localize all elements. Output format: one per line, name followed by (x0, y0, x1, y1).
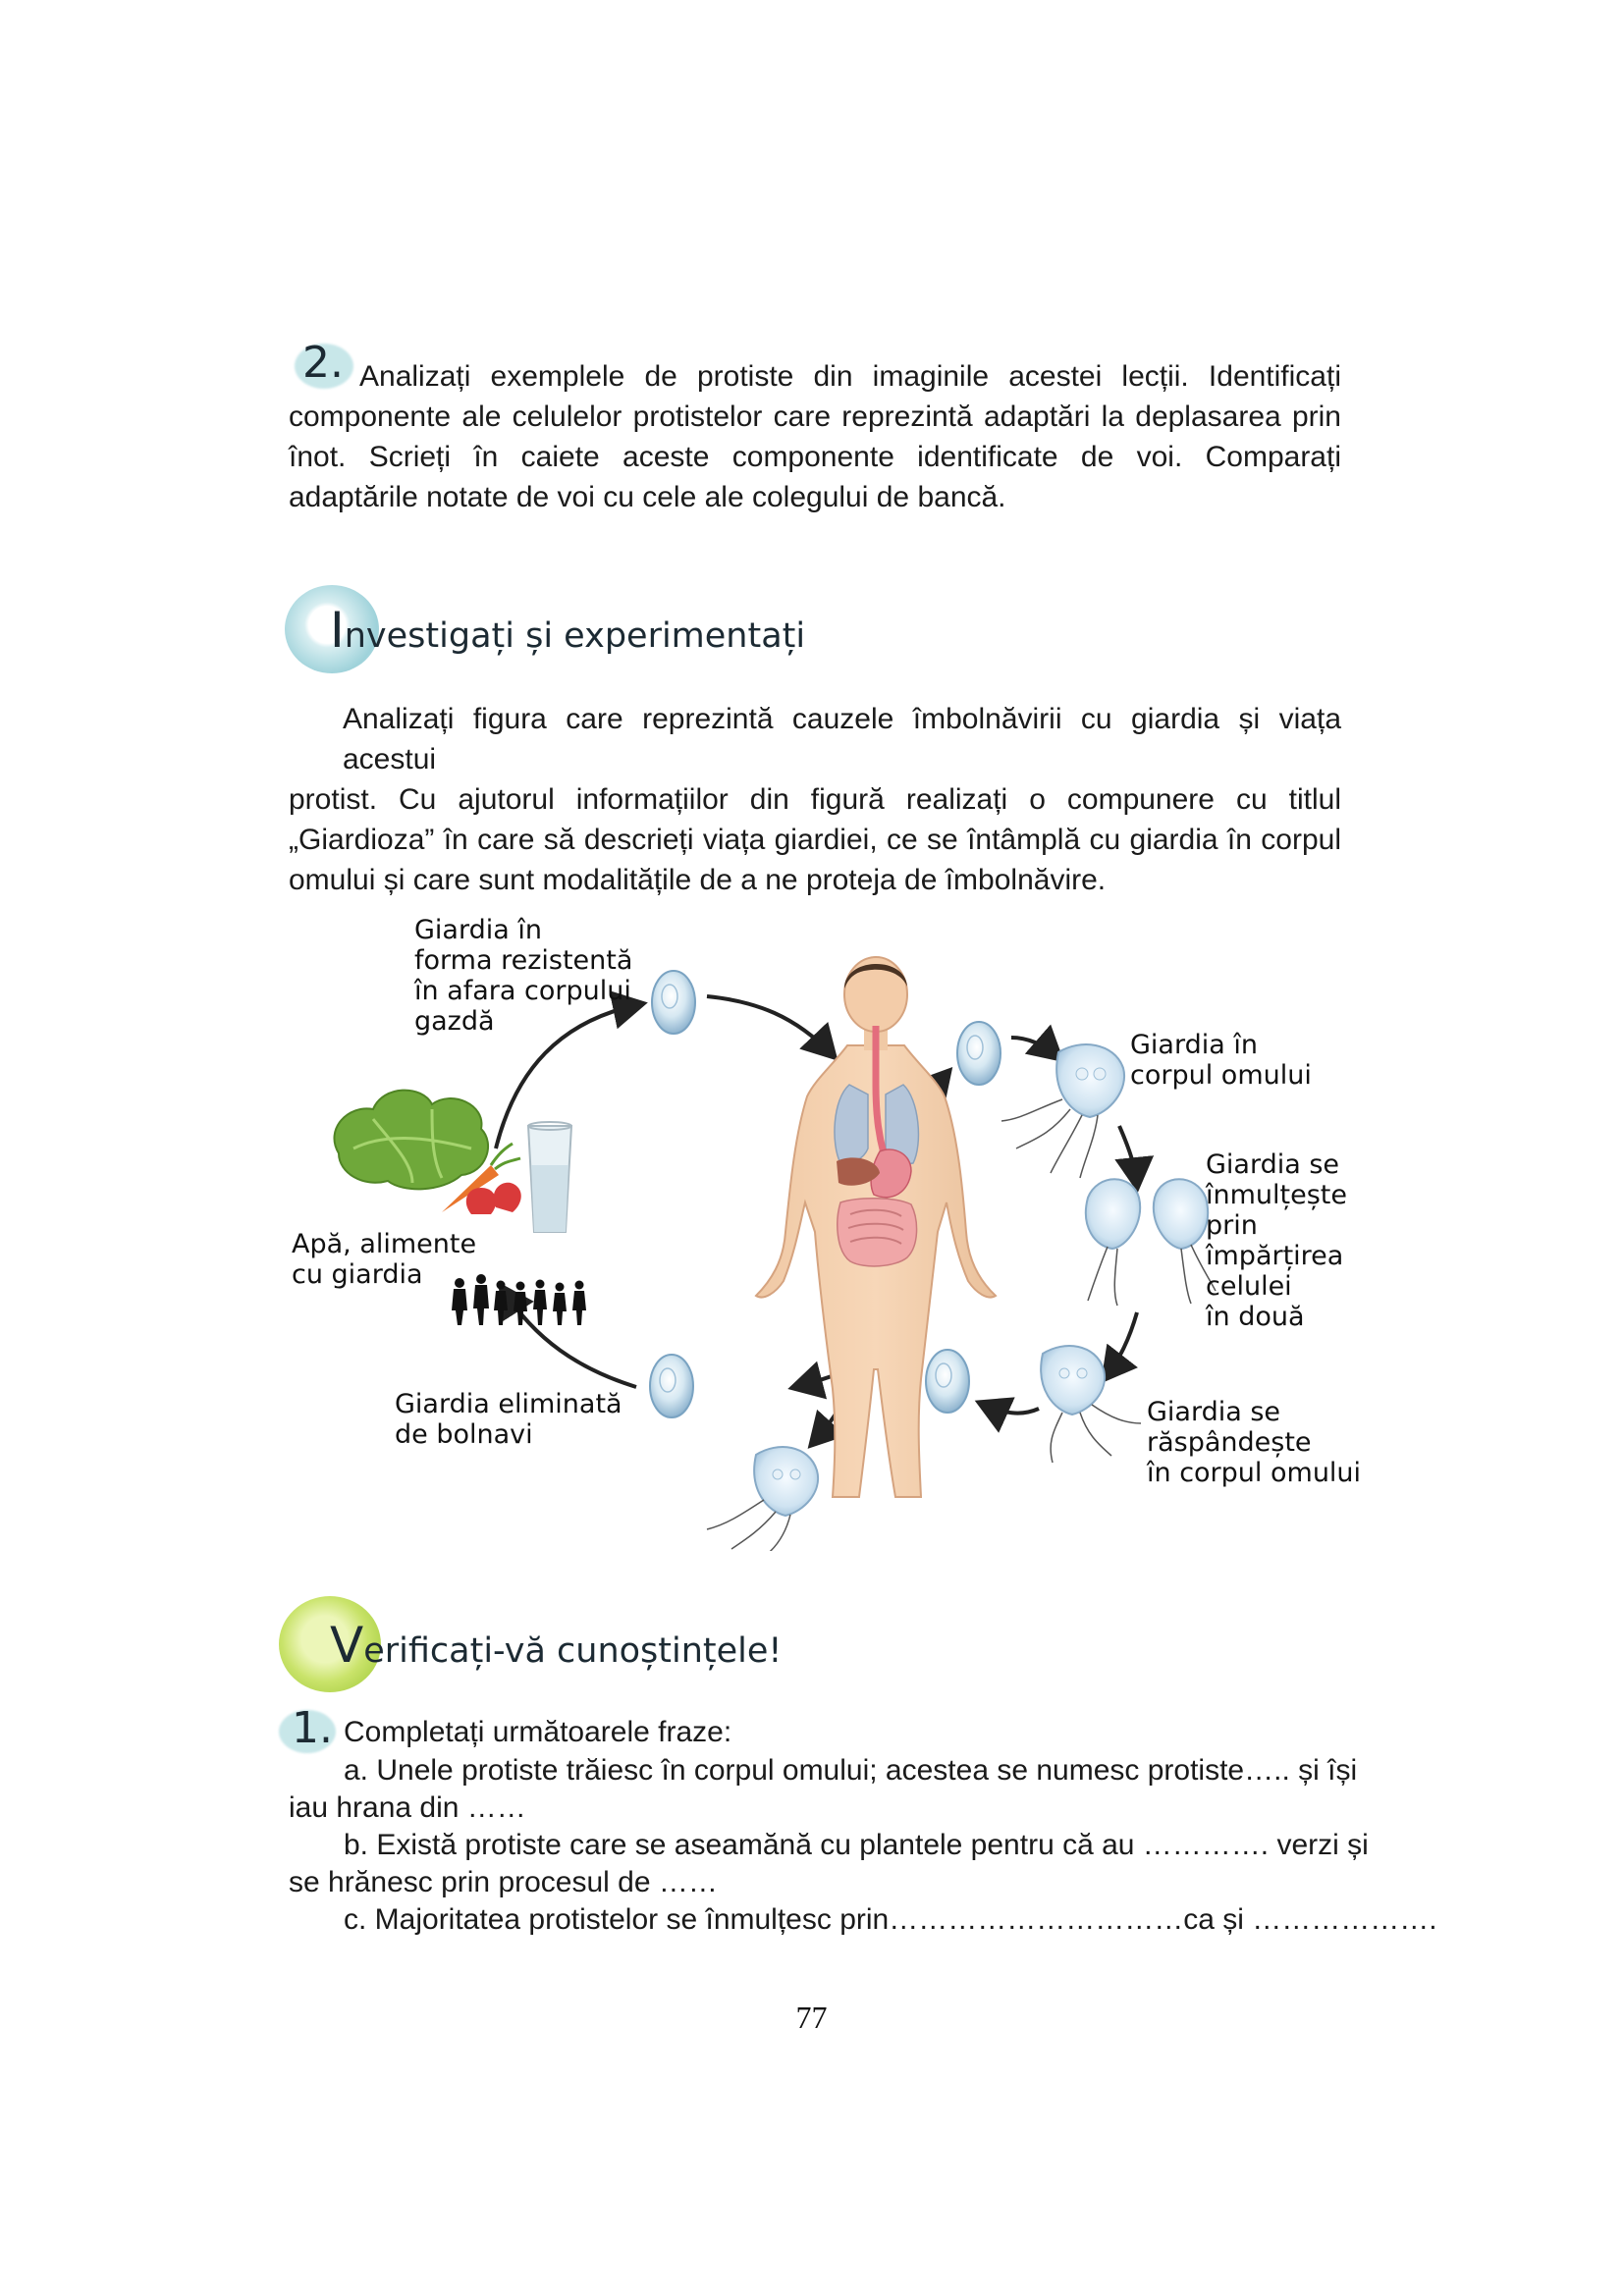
label-eliminated: Giardia eliminată de bolnavi (395, 1389, 622, 1450)
cyst-in-body (957, 1022, 1001, 1085)
investigate-line-4: omului și care sunt modalitățile de a ne proteja de îmbolnăvire. (289, 864, 1107, 896)
exercise-2-line-3: înot. Scrieți în caiete aceste componente identificate de voi. Comparați (289, 441, 1341, 473)
arrow-to-trophozoite (1011, 1038, 1058, 1057)
cyst-lower-right (926, 1350, 969, 1413)
exercise-1-instruction: Completați următoarele fraze: (344, 1716, 732, 1748)
question-b-line-2: se hrănesc prin procesul de …… (289, 1866, 718, 1898)
label-resistant-form: Giardia în forma rezistentă în afara corpului gazdă (414, 915, 633, 1037)
investigate-line-2: protist. Cu ajutorul informațiilor din figură realizați o compunere cu titlul (289, 783, 1341, 816)
exercise-2-number: 2. (302, 338, 344, 388)
giardia-cycle-figure (292, 908, 1362, 1551)
arrow-to-dividing (1119, 1126, 1137, 1185)
label-in-body: Giardia în corpul omului (1130, 1030, 1312, 1091)
arrow-to-spreading (1106, 1312, 1137, 1377)
exercise-2-line-2: componente ale celulelor protistelor care reprezintă adaptări la deplasarea prin (289, 400, 1341, 433)
label-spreads: Giardia se răspândește în corpul omului (1147, 1397, 1362, 1488)
glass-of-water-illustration (528, 1122, 571, 1232)
investigate-text (289, 699, 1341, 900)
lettuce-illustration (334, 1091, 488, 1190)
exercise-2-line-1: Analizați exemplele de protiste din imaginile acestei lecții. Identificați (359, 360, 1341, 393)
question-a-line-1: a. Unele protiste trăiesc în corpul omului; acestea se numesc protiste….. și își (344, 1754, 1358, 1787)
arrow-to-cyst-lower (982, 1404, 1039, 1414)
trophozoite-in-body (1001, 1044, 1124, 1178)
exercise-2-text (289, 356, 1341, 517)
investigate-heading-initial: I (330, 602, 345, 659)
investigate-line-1: Analizați figura care reprezintă cauzele îmbolnăvirii cu giardia și viața acestui (343, 703, 1341, 775)
question-c-line-1: c. Majoritatea protistelor se înmulțesc prin…………………………ca și ………………. (344, 1903, 1437, 1936)
question-a-line-2: iau hrana din …… (289, 1791, 526, 1824)
trophozoite-dividing (1086, 1179, 1216, 1306)
investigate-heading-rest: nvestigați și experimentați (344, 616, 806, 656)
question-b-line-1: b. Există protiste care se aseamănă cu plantele pentru că au …………. verzi și (344, 1829, 1369, 1861)
exercise-2-line-4: adaptările notate de voi cu cele ale colegului de bancă. (289, 481, 1006, 513)
investigate-line-3: „Giardioza” în care să descrieți viața giardiei, ce se întâmplă cu giardia în corpul (289, 824, 1341, 856)
check-heading-rest: erificați-vă cunoștințele! (363, 1631, 783, 1671)
cyst-resistant (652, 971, 695, 1034)
trophozoite-spreading (1041, 1346, 1141, 1463)
exercise-1-number: 1. (292, 1703, 333, 1753)
label-multiplies: Giardia se înmulțește prin împărțirea celulei în două (1206, 1149, 1347, 1332)
trophozoite-bottom (707, 1447, 818, 1551)
cyst-eliminated (650, 1355, 693, 1417)
investigate-heading (330, 602, 805, 659)
page-number: 77 (795, 2000, 828, 2035)
cycle-arrow-to-human (707, 996, 833, 1055)
check-heading (330, 1617, 782, 1674)
label-water-food: Apă, alimente cu giardia (292, 1229, 477, 1290)
check-heading-initial: V (330, 1617, 364, 1674)
